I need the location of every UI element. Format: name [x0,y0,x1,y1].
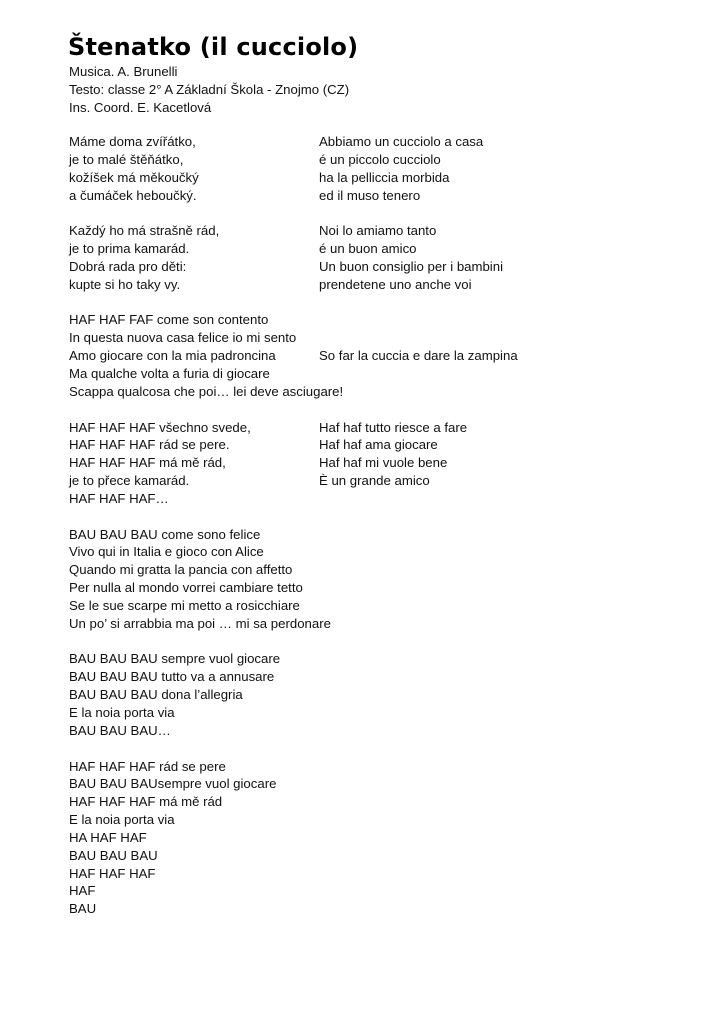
document-page: Štenatko (il cucciolo) Musica. A. Brunelli Testo: classe 2° A Základní Škola - Znojmo (CZ) Ins. Coord. E. Kacetlová Máme doma zvířátko, Abbiamo un cucciolo a casa je to malé štěňátko, é un piccolo cucciolo kožíšek má měkoučký ha la pelliccia morbida a čumáček heboučký. ed il muso tenero Každý ho má strašně rád, Noi lo amiamo tanto je to prima kamarád. é un buon amico Dobrá rada pro děti: Un buon consiglio per i bambini kupte si ho taky vy. prendetene uno anche voi HAF HAF FAF come son contento In questa nuova casa felice io mi sento Amo giocare con la mia padroncina So far la cuccia e dare la zampina Ma qualche volta a furia di giocare Scappa qualcosa che poi… lei deve asciugare! HAF HAF HAF všechno svede, Haf haf tutto riesce a fare HAF HAF HAF rád se pere. Haf haf ama giocare HAF HAF HAF má mě rád, Haf haf mi vuole bene je to přece kamarád. È un grande amico HAF HAF HAF… BAU BAU BAU come sono felice Vivo qui in Italia e gioco con Alice Quando mi gratta la pancia con affetto Per nulla al mondo vorrei cambiare tetto Se le sue scarpe mi metto a rosicchiare Un po’ si arrabbia ma poi … mi sa perdonare BAU BAU BAU sempre vuol giocare BAU BAU BAU tutto va a annusare BAU BAU BAU dona l’allegria E la noia porta via BAU BAU BAU… HAF HAF HAF rád se pere BAU BAU BAUsempre vuol giocare HAF HAF HAF má mě rád E la noia porta via HA HAF HAF BAU BAU BAU HAF HAF HAF HAF BAU [0,0,725,1024]
stanza-gap [69,508,709,526]
lyric-text-left: Un po’ si arrabbia ma poi … mi sa perdonare [69,615,331,631]
lyric-text-left: E la noia porta via [69,812,175,828]
lyric-text-left: Se le sue scarpe mi metto a rosicchiare [69,597,300,613]
lyric-text-left: HAF HAF HAF má mě rád [69,794,223,810]
lyric-text-left: Scappa qualcosa che poi… lei deve asciugare! [69,383,344,399]
lyric-text-left: Dobrá rada pro děti: [69,258,187,274]
lyric-text-left: HAF HAF HAF… [69,490,169,506]
stanza-gap [69,204,709,222]
lyric-text-left: kožíšek má měkoučký [69,169,199,185]
lyric-line [69,775,709,793]
lyric-text-left: HAF HAF FAF come son contento [69,312,269,328]
lyric-text-left: je to prima kamarád. [69,241,190,257]
lyric-line [69,383,709,401]
lyric-line [69,133,709,151]
lyric-text-left: BAU BAU BAU [69,847,158,863]
lyric-line [69,365,709,383]
lyric-text-right: Haf haf tutto riesce a fare [319,419,468,435]
lyric-line [69,829,709,847]
lyric-line [69,151,709,169]
lyric-line [69,615,709,633]
lyric-line [69,543,709,561]
stanza-gap [69,401,709,419]
lyric-line [69,472,709,490]
lyric-line [69,258,709,276]
lyric-text-left: BAU BAU BAU… [69,722,171,738]
lyric-text-right: Haf haf ama giocare [319,437,438,453]
lyric-text-right: So far la cuccia e dare la zampina [319,348,518,364]
lyric-text-left: HAF HAF HAF rád se pere. [69,437,230,453]
lyric-text-left: HAF HAF HAF rád se pere [69,758,226,774]
lyric-text-left: Per nulla al mondo vorrei cambiare tetto [69,580,303,596]
lyric-text-left: BAU BAU BAU come sono felice [69,526,261,542]
lyric-line [69,276,709,294]
lyric-text-right: ha la pelliccia morbida [319,169,450,185]
lyric-line [69,561,709,579]
lyric-text-left: HAF HAF HAF všechno svede, [69,419,251,435]
lyric-line [69,329,709,347]
lyric-text-left: HAF HAF HAF [69,865,156,881]
lyric-text-right: prendetene uno anche voi [319,276,472,292]
lyric-text-right: Abbiamo un cucciolo a casa [319,134,484,149]
lyric-line [69,347,709,365]
lyric-line [69,882,709,900]
lyric-line [69,597,709,615]
lyric-text-left: E la noia porta via [69,705,175,720]
song-title: Štenatko (il cucciolo) [68,33,359,61]
lyric-line [69,419,709,437]
lyric-line [69,579,709,597]
lyric-line [69,436,709,454]
lyric-text-left: Ma qualche volta a furia di giocare [69,365,270,381]
lyric-text-right: Haf haf mi vuole bene [319,455,448,471]
lyric-text-right: é un piccolo cucciolo [319,151,441,167]
lyric-text-left: BAU BAU BAU tutto va a annusare [69,669,275,685]
lyric-line [69,240,709,258]
lyric-text-left: kupte si ho taky vy. [69,276,181,292]
lyric-line [69,668,709,686]
lyric-text-left: BAU [69,901,97,917]
lyric-text-right: Noi lo amiamo tanto [319,223,437,239]
lyric-text-left: a čumáček heboučký. [69,187,197,203]
lyric-text-left: Quando mi gratta la pancia con affetto [69,562,293,578]
lyric-line [69,311,709,329]
lyric-line [69,758,709,776]
lyric-text-left: Máme doma zvířátko, [69,134,196,149]
lyric-line [69,526,709,544]
stanza-gap [69,633,709,651]
lyric-text-left: je to přece kamarád. [69,473,190,489]
lyric-text-left: je to malé štěňátko, [69,151,184,167]
lyric-line [69,704,709,722]
lyric-line [69,865,709,883]
lyric-text-left: HA HAF HAF [69,829,147,845]
lyric-text-right: é un buon amico [319,241,417,257]
lyric-text-left: HAF [69,883,96,899]
lyric-text-left: In questa nuova casa felice io mi sento [69,330,297,346]
lyric-line [69,454,709,472]
lyric-line [69,900,709,918]
lyric-text-left: Každý ho má strašně rád, [69,223,220,239]
lyric-text-right: È un grande amico [319,473,430,489]
lyric-text-left: Vivo qui in Italia e gioco con Alice [69,544,264,560]
lyrics-body [69,133,709,918]
lyric-text-left: BAU BAU BAU sempre vuol giocare [69,651,281,667]
lyric-line [69,686,709,704]
lyric-line [69,490,709,508]
stanza-gap [69,294,709,312]
lyric-text-left: HAF HAF HAF má mě rád, [69,455,226,471]
lyric-line [69,169,709,187]
lyric-line [69,222,709,240]
lyric-text-right: Un buon consiglio per i bambini [319,258,504,274]
lyric-text-left: BAU BAU BAU dona l’allegria [69,687,243,703]
lyric-line [69,187,709,205]
lyric-line [69,811,709,829]
lyric-line [69,847,709,865]
stanza-gap [69,740,709,758]
lyric-line [69,650,709,668]
lyric-text-left: BAU BAU BAUsempre vuol giocare [69,776,277,792]
lyric-line [69,793,709,811]
lyric-text-right: ed il muso tenero [319,187,421,203]
lyric-line [69,722,709,740]
lyric-text-left: Amo giocare con la mia padroncina [69,348,276,364]
